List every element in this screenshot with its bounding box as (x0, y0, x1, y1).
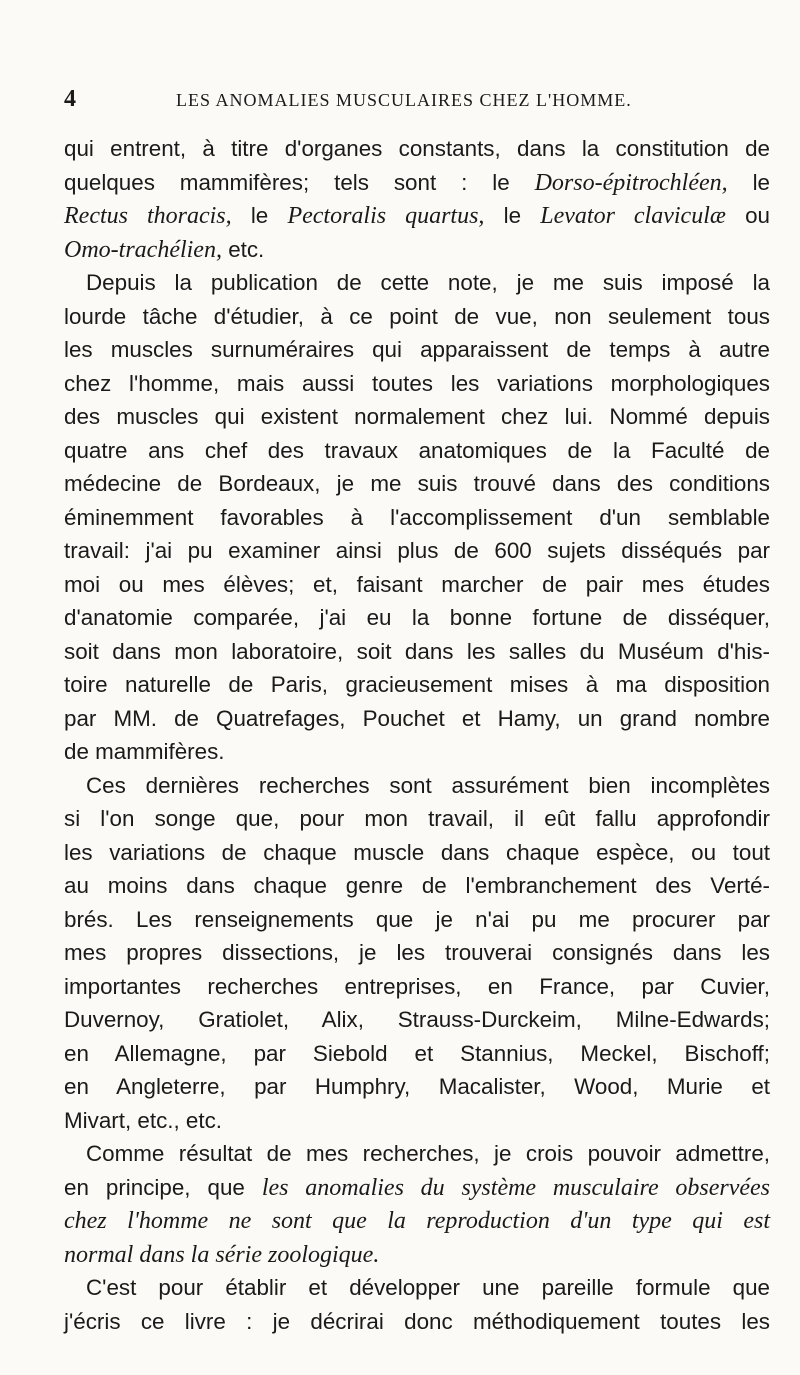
text-run: en Allemagne, par Siebold et Stannius, Meckel, Bischoff; (64, 1040, 770, 1066)
text-line (64, 635, 770, 669)
italic-term: Levator claviculæ (540, 203, 726, 229)
text-line (64, 132, 770, 166)
text-run: moi ou mes élèves; et, faisant marcher de pair mes études (64, 571, 770, 597)
text-run: Comme résultat de mes recherches, je crois pouvoir admettre, (86, 1141, 770, 1166)
italic-term: normal dans la série zoologique. (64, 1241, 380, 1268)
text-run: ou (725, 203, 770, 228)
italic-term: Pectoralis quartus, (287, 203, 485, 229)
italic-term: chez l'homme ne sont que la reproduction d'un type qui est (64, 1208, 770, 1234)
text-line (64, 534, 770, 568)
text-run: etc. (221, 236, 265, 262)
text-line (64, 668, 770, 702)
text-line (64, 1037, 770, 1071)
page-header (64, 86, 764, 114)
text-line (64, 1271, 770, 1305)
text-run: le (727, 169, 770, 195)
text-line (64, 1070, 770, 1104)
text-run: lourde tâche d'étudier, à ce point de vue, non seulement tous (64, 303, 770, 329)
text-line (64, 936, 770, 970)
text-line (64, 501, 770, 535)
text-line (64, 903, 770, 937)
text-line (64, 970, 770, 1004)
text-run: médecine de Bordeaux, je me suis trouvé dans des conditions (64, 471, 770, 496)
text-line (64, 1003, 770, 1037)
italic-term: les anomalies du système musculaire observées (261, 1174, 770, 1201)
text-run: Duvernoy, Gratiolet, Alix, Strauss-Durckeim, Milne-Edwards; (64, 1007, 770, 1032)
text-line (64, 836, 770, 870)
text-line (64, 266, 770, 300)
text-run: importantes recherches entreprises, en France, par Cuvier, (64, 973, 770, 999)
running-title: LES ANOMALIES MUSCULAIRES CHEZ L'HOMME. (176, 90, 632, 110)
text-run: j'écris ce livre : je décrirai donc méthodiquement toutes les (64, 1308, 770, 1334)
text-run: les muscles surnuméraires qui apparaissent de temps à autre (64, 337, 770, 362)
text-line (64, 769, 770, 803)
text-line (64, 300, 770, 334)
text-line (64, 601, 770, 635)
text-run: qui entrent, à titre d'organes constants, dans la constitution de (64, 136, 770, 161)
text-line (64, 735, 770, 769)
text-run: de mammifères. (64, 739, 225, 764)
text-run: au moins dans chaque genre de l'embranchement des Verté- (64, 873, 770, 898)
text-line (64, 802, 770, 836)
text-line (64, 1238, 770, 1272)
text-line (64, 199, 770, 233)
italic-term: Omo-trachélien, (64, 236, 222, 263)
text-run: quelques mammifères; tels sont : le (64, 169, 535, 195)
text-line (64, 568, 770, 602)
text-run: Depuis la publication de cette note, je me suis imposé la (86, 270, 770, 295)
text-run: en principe, que (64, 1174, 262, 1200)
text-run: des muscles qui existent normalement chez lui. Nommé depuis (64, 404, 770, 429)
text-run: Mivart, etc., etc. (64, 1107, 223, 1133)
italic-term: Rectus thoracis, (64, 203, 232, 229)
text-line (64, 367, 770, 401)
text-line (64, 333, 770, 367)
text-run: éminemment favorables à l'accomplissement d'un semblable (64, 504, 770, 530)
text-run: par MM. de Quatrefages, Pouchet et Hamy, un grand nombre (64, 705, 770, 731)
text-line (64, 702, 770, 736)
text-line (64, 400, 770, 434)
text-line (64, 1171, 770, 1205)
text-line (64, 166, 770, 200)
page-number: 4 (64, 86, 76, 112)
text-line (64, 1137, 770, 1171)
body-text (64, 132, 770, 1338)
text-run: toire naturelle de Paris, gracieusement mises à ma disposition (64, 672, 770, 697)
text-line (64, 1305, 770, 1339)
text-line (64, 467, 770, 501)
text-run: en Angleterre, par Humphry, Macalister, Wood, Murie et (64, 1074, 770, 1099)
text-run: d'anatomie comparée, j'ai eu la bonne fortune de disséquer, (64, 605, 770, 630)
text-run: le (231, 203, 288, 228)
text-line (64, 1104, 770, 1138)
text-run: le (484, 203, 541, 228)
text-run: les variations de chaque muscle dans chaque espèce, ou tout (64, 839, 770, 865)
text-line (64, 434, 770, 468)
text-run: Ces dernières recherches sont assurément bien incomplètes (86, 772, 770, 798)
text-run: soit dans mon laboratoire, soit dans les salles du Muséum d'his- (64, 638, 770, 664)
text-run: si l'on songe que, pour mon travail, il eût fallu approfondir (64, 806, 770, 831)
text-line (64, 1204, 770, 1238)
text-run: mes propres dissections, je les trouverai consignés dans les (64, 940, 770, 965)
text-line (64, 233, 770, 267)
text-run: quatre ans chef des travaux anatomiques de la Faculté de (64, 437, 770, 463)
text-run: chez l'homme, mais aussi toutes les variations morphologiques (64, 370, 770, 396)
text-run: travail: j'ai pu examiner ainsi plus de 600 sujets disséqués par (64, 538, 770, 563)
text-line (64, 869, 770, 903)
text-run: brés. Les renseignements que je n'ai pu me procurer par (64, 906, 770, 932)
text-run: C'est pour établir et développer une pareille formule que (86, 1275, 770, 1300)
italic-term: Dorso-épitrochléen, (534, 169, 728, 196)
